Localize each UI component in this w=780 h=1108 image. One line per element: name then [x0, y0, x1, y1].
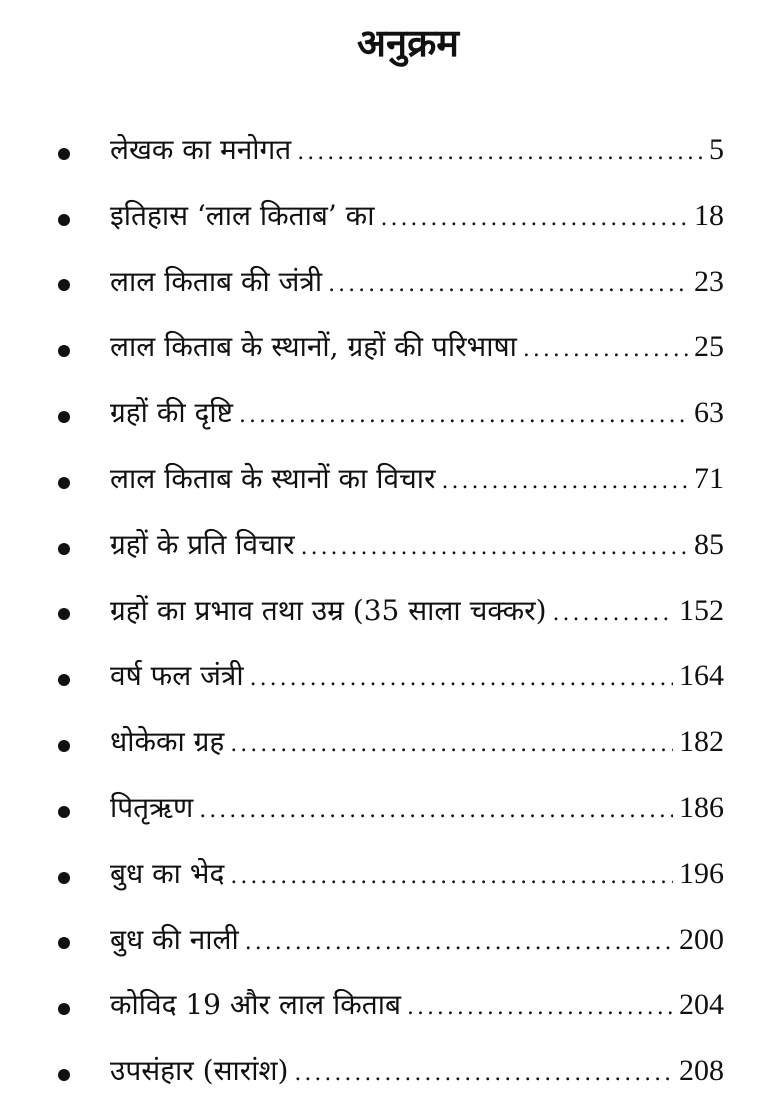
- toc-entry-page: 18: [694, 198, 724, 232]
- toc-entry-title: ग्रहों के प्रति विचार: [110, 527, 295, 561]
- toc-entry[interactable]: [58, 972, 724, 1038]
- toc-entry-page: 85: [694, 527, 724, 561]
- toc-entry-title: बुध का भेद: [110, 856, 225, 890]
- toc-entry-page: 152: [679, 593, 724, 627]
- dot-leader: [199, 778, 673, 844]
- toc-entry-page: 63: [694, 396, 724, 430]
- dot-leader: [250, 646, 673, 712]
- toc-entry[interactable]: [58, 183, 724, 249]
- toc-entry-title: लाल किताब के स्थानों, ग्रहों की परिभाषा: [110, 330, 517, 364]
- table-of-contents: [58, 117, 724, 1104]
- bullet-icon: [58, 806, 70, 818]
- toc-entry-title: कोविद 19 और लाल किताब: [110, 988, 401, 1022]
- toc-entry[interactable]: [58, 314, 724, 380]
- toc-entry-page: 208: [679, 1054, 724, 1088]
- toc-entry[interactable]: [58, 578, 724, 644]
- bullet-icon: [58, 608, 70, 620]
- toc-entry-title: बुध की नाली: [110, 922, 239, 956]
- bullet-icon: [58, 214, 70, 226]
- dot-leader: [328, 252, 688, 318]
- toc-entry[interactable]: [58, 841, 724, 907]
- toc-entry-title: ग्रहों की दृष्टि: [110, 396, 233, 430]
- toc-entry[interactable]: [58, 380, 724, 446]
- dot-leader: [380, 186, 688, 252]
- dot-leader: [297, 120, 703, 186]
- bullet-icon: [58, 937, 70, 949]
- toc-entry-page: 23: [694, 264, 724, 298]
- toc-entry-page: 25: [694, 330, 724, 364]
- toc-entry-title: ग्रहों का प्रभाव तथा उम्र (35 साला चक्कर): [110, 593, 547, 627]
- toc-entry-page: 186: [679, 790, 724, 824]
- toc-entry[interactable]: [58, 775, 724, 841]
- toc-entry-page: 204: [679, 988, 724, 1022]
- dot-leader: [442, 449, 688, 515]
- bullet-icon: [58, 872, 70, 884]
- dot-leader: [301, 515, 688, 581]
- toc-entry-title: उपसंहार (सारांश): [110, 1054, 289, 1088]
- dot-leader: [294, 1041, 673, 1107]
- bullet-icon: [58, 411, 70, 423]
- toc-entry[interactable]: [58, 1038, 724, 1104]
- bullet-icon: [58, 674, 70, 686]
- toc-entry[interactable]: [58, 709, 724, 775]
- toc-entry-title: इतिहास ‘लाल किताब’ का: [110, 198, 375, 232]
- toc-entry-page: 164: [679, 659, 724, 693]
- toc-entry-page: 5: [709, 133, 724, 166]
- bullet-icon: [58, 1003, 70, 1015]
- bullet-icon: [58, 1069, 70, 1081]
- toc-entry[interactable]: [58, 907, 724, 973]
- toc-entry-title: लाल किताब की जंत्री: [110, 264, 323, 298]
- toc-entry-page: 182: [679, 725, 724, 759]
- bullet-icon: [58, 543, 70, 555]
- toc-entry[interactable]: [58, 446, 724, 512]
- toc-entry-page: 200: [679, 922, 724, 956]
- toc-entry-title: लाल किताब के स्थानों का विचार: [110, 461, 436, 495]
- toc-entry-title: लेखक का मनोगत: [110, 133, 292, 166]
- bullet-icon: [58, 477, 70, 489]
- bullet-icon: [58, 279, 70, 291]
- toc-entry-title: पितृऋण: [110, 790, 194, 824]
- dot-leader: [230, 844, 673, 910]
- dot-leader: [553, 581, 674, 647]
- bullet-icon: [58, 148, 70, 160]
- toc-entry-page: 196: [679, 856, 724, 890]
- dot-leader: [230, 712, 673, 778]
- toc-entry-title: धोकेका ग्रह: [110, 725, 225, 759]
- bullet-icon: [58, 345, 70, 357]
- toc-entry-title: वर्ष फल जंत्री: [110, 659, 244, 693]
- toc-entry-page: 71: [694, 461, 724, 495]
- bullet-icon: [58, 740, 70, 752]
- dot-leader: [239, 383, 688, 449]
- dot-leader: [523, 317, 688, 383]
- toc-entry[interactable]: [58, 643, 724, 709]
- dot-leader: [245, 910, 673, 976]
- toc-entry[interactable]: [58, 249, 724, 315]
- dot-leader: [407, 975, 673, 1041]
- page-title: अनुक्रम: [356, 20, 460, 65]
- toc-entry[interactable]: [58, 512, 724, 578]
- toc-entry[interactable]: [58, 117, 724, 183]
